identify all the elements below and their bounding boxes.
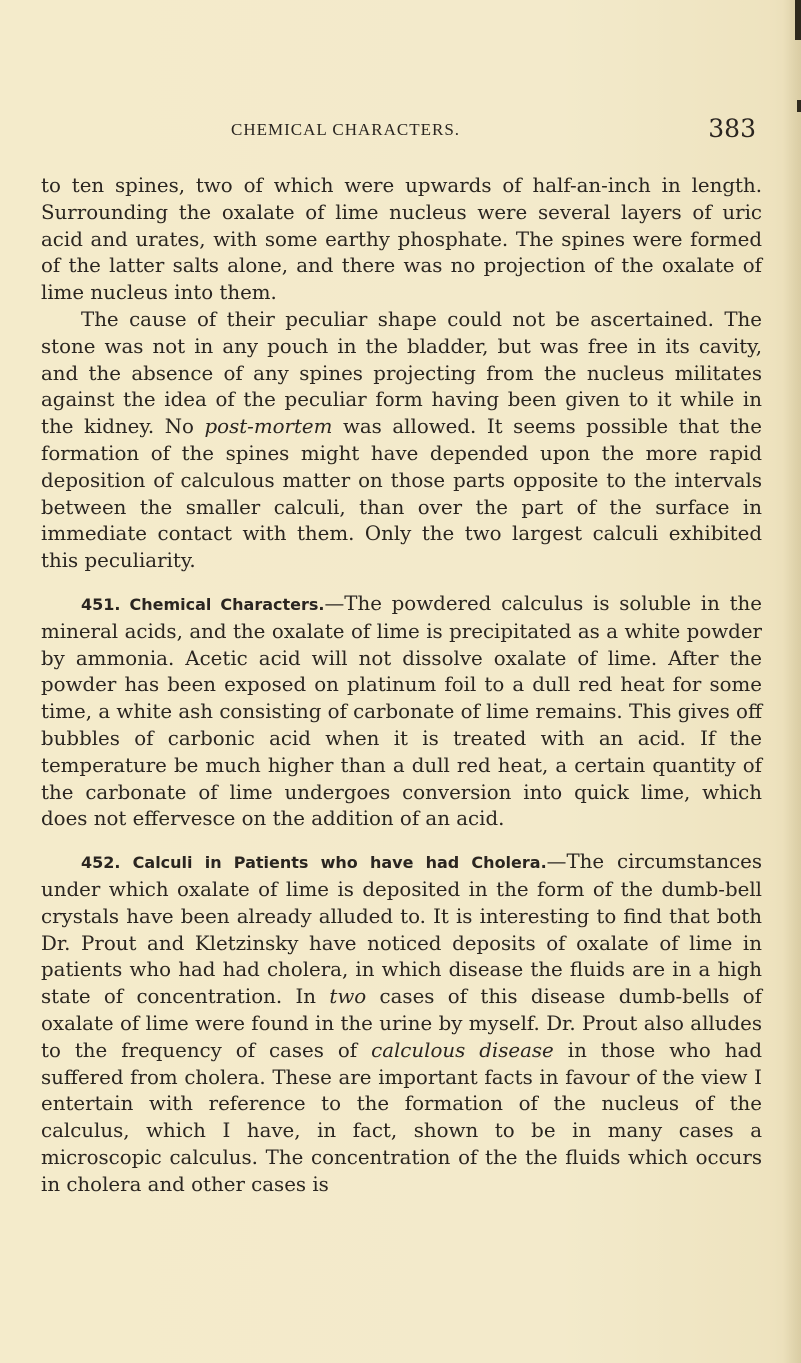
italic-run: calculous disease	[371, 1038, 554, 1062]
text-run: —The circumstances under which oxalate of lime is deposited in the form of the dumb-bell crystals have been already alluded to. It is interesting to find that both Dr. Prout and Kletzinsky have noticed deposits of oxalate of lime in patients who had had cholera, in which disease the fluids are in a high state of concentration. In	[41, 850, 763, 1009]
text-run: was allowed. It seems possible that the formation of the spines might have depended upon the more rapid deposition of calculous matter on those parts opposite to the intervals between the smaller calculi, than over the part of the surface in immediate contact with them. Only the two largest calculi exhibited this peculiarity.	[41, 415, 762, 573]
page-edge-shadow	[783, 0, 801, 1363]
italic-run: two	[329, 985, 367, 1009]
section-heading-452: 452. Calculi in Patients who have had Cholera.	[81, 853, 547, 873]
text-run: cases of this disease dumb-bells of oxalate of lime were found in the urine by myself. Dr. Prout also alludes to the frequency of cases of	[41, 985, 762, 1062]
text-run: —The powdered calculus is soluble in the mineral acids, and the oxalate of lime is precipitated as a white powder by ammonia. Acetic acid will not dissolve oxalate of lime. After the powder has been exposed on platinum foil to a dull red heat for some time, a white ash consisting of carbonate of lime remains. This gives off bubbles of carbonic acid when it is treated with an acid. If the temperature be much higher than a dull red heat, a certain quantity of the carbonate of lime undergoes conversion into quick lime, which does not effervesce on the addition of an acid.	[41, 591, 762, 831]
italic-run: post-mortem	[204, 415, 333, 439]
paragraph-continuation	[41, 173, 762, 307]
page-edge-mark	[795, 0, 801, 40]
page-edge-mark	[797, 100, 801, 112]
paragraph-section-451	[41, 591, 762, 833]
running-title: CHEMICAL CHARACTERS.	[231, 120, 461, 139]
text-run: The cause of their peculiar shape could not be ascertained. The stone was not in any pouch in the bladder, but was free in its cavity, and the absence of any spines projecting from the nucleus militates against the idea of the peculiar form having been given to it while in the kidney. No	[41, 307, 762, 439]
body-text	[41, 173, 762, 1198]
page-number: 383	[708, 114, 756, 143]
page-header	[231, 114, 756, 148]
paragraph-section-452	[41, 849, 762, 1198]
text-run: to ten spines, two of which were upwards of half-an-inch in length. Surrounding the oxalate of lime nucleus were several layers of uric acid and urates, with some earthy phosphate. The spines were formed of the latter salts alone, and there was no projection of the oxalate of lime nucleus into them.	[41, 174, 762, 305]
section-heading-451: 451. Chemical Characters.	[81, 594, 325, 614]
paragraph-cause	[41, 307, 762, 575]
text-run: in those who had suffered from cholera. These are important facts in favour of the view I entertain with reference to the formation of the nucleus of the calculus, which I have, in fact, shown to be in many cases a microscopic calculus. The concentration of the the fluids which occurs in cholera and other cases is	[41, 1038, 762, 1196]
